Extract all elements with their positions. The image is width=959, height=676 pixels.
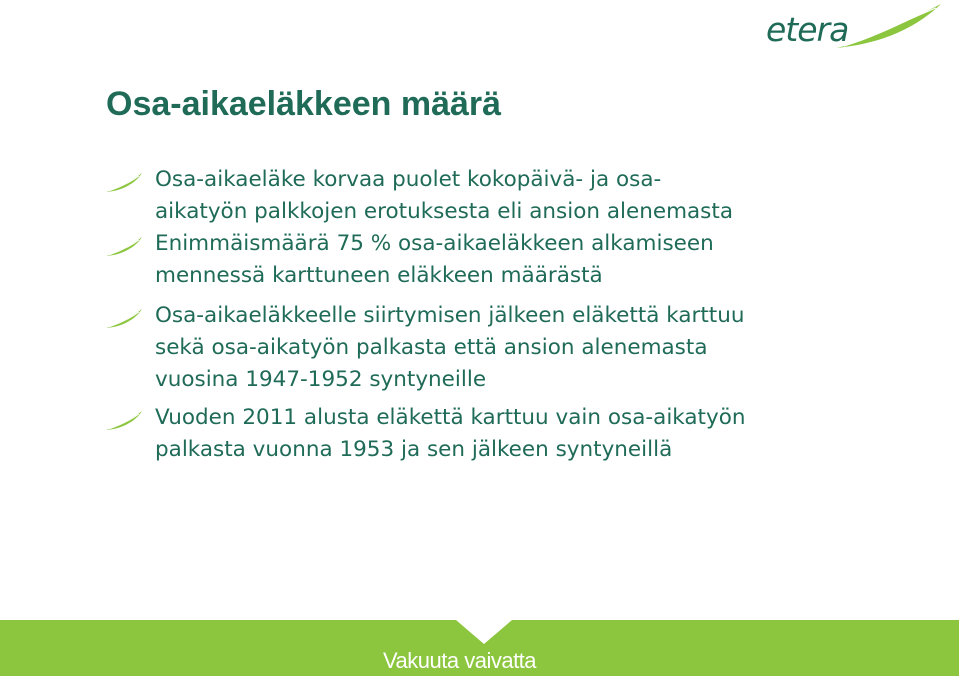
bullet-text: Vuoden 2011 alusta eläkettä karttuu vain osa-aikatyön palkasta vuonna 1953 ja sen jälkeen syntyneillä xyxy=(155,405,746,462)
etera-logo xyxy=(766,2,946,52)
footer-slogan: Vakuuta vaivatta xyxy=(383,648,537,673)
slide-title: Osa-aikaeläkkeen määrä xyxy=(106,85,502,123)
leaf-bullet-icon xyxy=(104,172,144,194)
leaf-bullet-icon xyxy=(104,410,144,432)
bullet-text: Osa-aikaeläke korvaa puolet kokopäivä- ja osa- aikatyön palkkojen erotuksesta eli ansion alenemasta xyxy=(155,167,733,224)
bullet-text: Enimmäismäärä 75 % osa-aikaeläkkeen alkamiseen mennessä karttuneen eläkkeen määrästä xyxy=(155,231,714,288)
logo-wordmark: etera xyxy=(766,10,849,49)
leaf-bullet-icon xyxy=(104,308,144,330)
bullet-text: Osa-aikaeläkkeelle siirtymisen jälkeen eläkettä karttuu sekä osa-aikatyön palkasta että ansion alenemasta vuosina 1947-1952 syntyneille xyxy=(155,303,745,392)
leaf-bullet-icon xyxy=(104,236,144,258)
